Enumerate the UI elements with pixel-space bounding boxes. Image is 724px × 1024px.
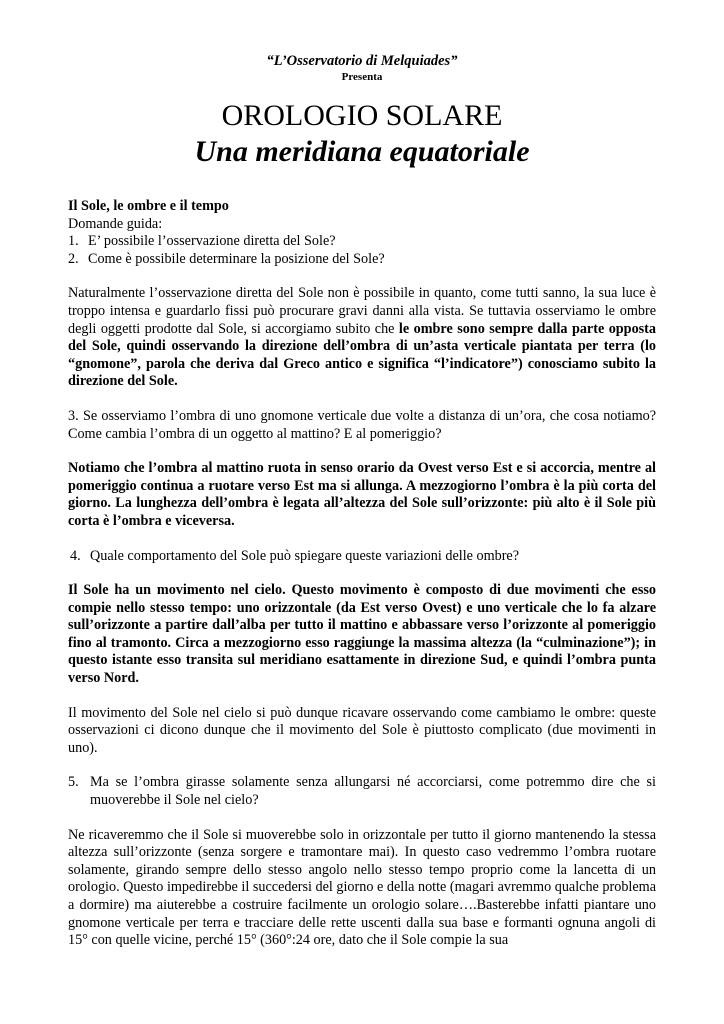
presents-label: Presenta: [341, 71, 383, 83]
question-text: 3. Se osserviamo l’ombra di uno gnomone verticale due volte a distanza di un’ora, che cosa notiamo? Come cambia l’ombra di un oggetto al mattino? E al pomeriggio?: [68, 407, 656, 442]
paragraph-sun-motion: [68, 705, 656, 758]
question-number: 5.: [68, 774, 79, 791]
list-item: [68, 251, 656, 269]
question-text: Quale comportamento del Sole può spiegare queste variazioni delle ombre?: [90, 547, 520, 564]
guide-questions-label: Domande guida:: [68, 215, 163, 232]
question-text: E’ possibile l’osservazione diretta del Sole?: [88, 233, 336, 250]
guide-questions-list: [68, 233, 656, 268]
answer-4: [68, 582, 656, 688]
question-text: Ma se l’ombra girasse solamente senza allungarsi né accorciarsi, come potremmo dire che si muoverebbe il Sole nel cielo?: [90, 774, 656, 809]
observatory-name: “L’Osservatorio di Melquiades”: [266, 53, 458, 69]
section-intro: [68, 198, 656, 268]
document-header: [68, 52, 656, 170]
list-item: [68, 233, 656, 251]
section-heading: Il Sole, le ombre e il tempo: [68, 198, 229, 214]
paragraph-shadows: [68, 285, 656, 391]
document-title: OROLOGIO SOLARE: [221, 99, 503, 132]
paragraph-text: Ne ricaveremmo che il Sole si muoverebbe solo in orizzontale per tutto il giorno mantenendo la stessa altezza sull’orizzonte (senza sorgere e tramontare mai). In questo caso vedremmo l’ombra ruotare solamente, girando sempre dello stesso angolo nello stesso tempo proprio come la lancetta di un orologio. Questo impedirebbe il succedersi del giorno e della notte (magari avremmo qualche problema a dormire) ma aiuterebbe a costruire facilmente un orologio solare….Basterebbe infatti piantare uno gnomone verticale per terra e tracciare delle rette uscenti dalla sua base e formanti ognuna angoli di 15° con quelle vicine, perché 15° (360°:24 ore, dato che il Sole compie la sua: [68, 826, 656, 949]
paragraph-text: Il movimento del Sole nel cielo si può dunque ricavare osservando come cambiamo le ombre: queste osservazioni ci dicono dunque che il movimento del Sole è piuttosto complicato (due movimenti in uno).: [68, 704, 656, 756]
paragraph-text: Naturalmente l’osservazione diretta del Sole non è possibile in quanto, come tutti sanno, la sua luce è troppo intensa e guardarlo fissi può procurare gravi danni alla vista. Se tuttavia osserviamo le ombre degli oggetti prodotte dal Sole, si accorgiamo subito che: [68, 285, 656, 337]
answer-3: [68, 460, 656, 530]
question-number: 2.: [68, 250, 79, 267]
question-number: 4.: [70, 547, 81, 564]
question-5: [68, 774, 656, 809]
question-text: Come è possibile determinare la posizione del Sole?: [88, 250, 385, 267]
question-4: [68, 548, 656, 566]
paragraph-sundial: [68, 827, 656, 950]
question-3: [68, 408, 656, 443]
question-number: 1.: [68, 233, 79, 250]
document-subtitle: Una meridiana equatoriale: [194, 135, 530, 168]
paragraph-bold-text: le ombre sono sempre dalla parte opposta del Sole, quindi osservando la direzione dell’ombra di un’asta verticale piantata per terra (lo “gnomone”, parola che deriva dal Greco antico e significa “l’indicatore”) conosciamo subito la direzione del Sole.: [68, 320, 657, 390]
answer-text: Il Sole ha un movimento nel cielo. Questo movimento è composto di due movimenti che esso compie nello stesso tempo: uno orizzontale (da Est verso Ovest) e uno verticale che lo fa alzare sull’orizzonte a partire dall’alba per tutto il mattino e abbassare verso l’orizzonte al pomeriggio fino al tramonto. Circa a mezzogiorno esso raggiunge la massima altezza (la “culminazione”); in questo istante esso transita sul meridiano esattamente in direzione Sud, e quindi l’ombra punta verso Nord.: [68, 582, 656, 687]
answer-text: Notiamo che l’ombra al mattino ruota in senso orario da Ovest verso Est e si accorcia, mentre al pomeriggio continua a ruotare verso Est ma si allunga. A mezzogiorno l’ombra è la più corta del giorno. La lunghezza dell’ombra è legata all’altezza del Sole sull’orizzonte: più alto è il Sole più corta è l’ombra e viceversa.: [68, 460, 656, 529]
